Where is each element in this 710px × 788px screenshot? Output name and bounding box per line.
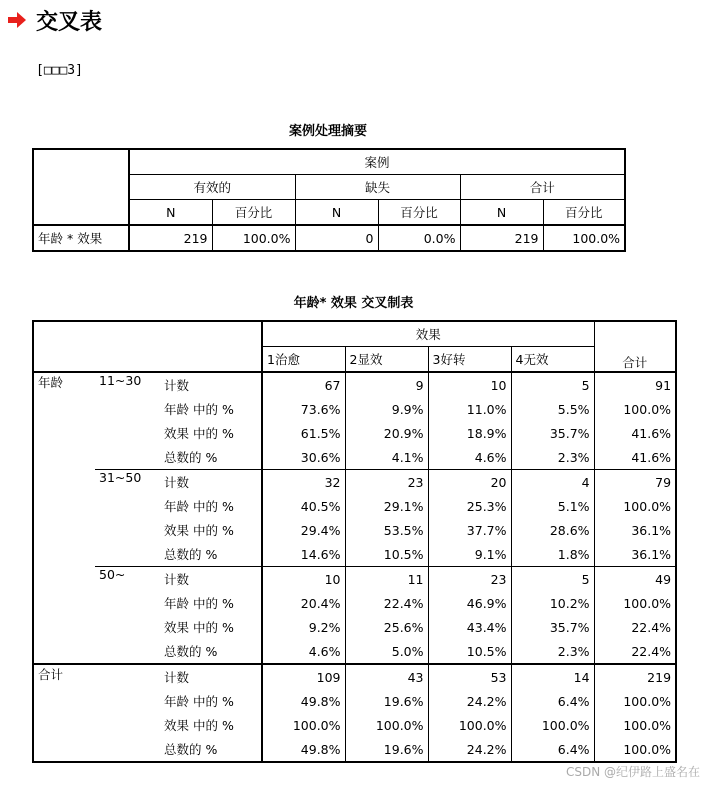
page-title: 交叉表 <box>36 8 103 35</box>
col-header-valid: 有效的 <box>129 175 295 200</box>
data-cell: 73.6% <box>262 397 345 421</box>
data-cell: 23 <box>428 567 511 592</box>
row-variable-label: 年龄 <box>33 372 95 664</box>
stat-label: 总数的 % <box>160 542 262 567</box>
summary-group-header: 案例 <box>129 149 625 175</box>
data-cell: 53 <box>428 664 511 689</box>
dataset-label: [□□□3] <box>36 63 83 78</box>
total-col-header: 合计 <box>594 321 676 372</box>
data-cell: 37.7% <box>428 518 511 542</box>
age-group-label: 11~30 <box>95 372 160 470</box>
data-cell: 35.7% <box>511 421 594 445</box>
data-cell: 91 <box>655 377 672 393</box>
corner-cell <box>33 149 129 225</box>
stat-label: 年龄 中的 % <box>160 494 262 518</box>
table-row <box>33 372 676 397</box>
crosstab-table <box>32 320 677 763</box>
age-group-label: 50~ <box>95 567 160 665</box>
total-row-label: 合计 <box>38 667 64 682</box>
data-cell: 5.5% <box>511 397 594 421</box>
table-row <box>33 567 676 592</box>
data-cell: 100.0% <box>511 713 594 737</box>
data-cell: 36.1% <box>594 542 676 567</box>
stat-label: 计数 <box>160 567 262 592</box>
data-cell: 29.4% <box>262 518 345 542</box>
data-cell: 1.8% <box>511 542 594 567</box>
col-header-none: 4无效 <box>511 347 594 373</box>
stat-label: 效果 中的 % <box>160 518 262 542</box>
data-cell: 2.3% <box>511 445 594 470</box>
data-cell: 5.0% <box>345 639 428 664</box>
data-cell: 25.3% <box>428 494 511 518</box>
data-cell: 5.1% <box>511 494 594 518</box>
subheader-n: N <box>129 200 212 226</box>
data-cell: 43.4% <box>428 615 511 639</box>
data-cell: 100.0% <box>262 713 345 737</box>
stat-label: 年龄 中的 % <box>160 689 262 713</box>
col-group-header: 效果 <box>262 321 594 347</box>
data-cell: 20.4% <box>262 591 345 615</box>
data-cell: 11.0% <box>428 397 511 421</box>
data-cell: 4.1% <box>345 445 428 470</box>
data-cell: 35.7% <box>511 615 594 639</box>
stat-label: 年龄 中的 % <box>160 397 262 421</box>
data-cell: 2.3% <box>511 639 594 664</box>
data-cell: 10.5% <box>345 542 428 567</box>
summary-cell: 100.0% <box>212 225 295 251</box>
summary-cell: 219 <box>460 225 543 251</box>
table-row <box>33 664 676 689</box>
data-cell: 10.5% <box>428 639 511 664</box>
subheader-percent: 百分比 <box>378 200 460 226</box>
data-cell: 4.6% <box>262 639 345 664</box>
subheader-percent: 百分比 <box>565 205 603 220</box>
subheader-percent: 百分比 <box>212 200 295 226</box>
stat-label: 效果 中的 % <box>160 421 262 445</box>
summary-cell: 100.0% <box>572 230 621 246</box>
data-cell: 10 <box>428 372 511 397</box>
data-cell: 41.6% <box>631 425 672 441</box>
subheader-n: N <box>295 200 378 226</box>
data-cell: 100.0% <box>623 498 672 514</box>
data-cell: 49 <box>655 571 672 587</box>
data-cell: 19.6% <box>345 737 428 762</box>
data-cell: 14.6% <box>262 542 345 567</box>
data-cell: 67 <box>262 372 345 397</box>
data-cell: 40.5% <box>262 494 345 518</box>
col-header-marked: 2显效 <box>345 347 428 373</box>
data-cell: 36.1% <box>631 522 672 538</box>
data-cell: 18.9% <box>428 421 511 445</box>
stat-label: 计数 <box>160 664 262 689</box>
data-cell: 32 <box>262 470 345 495</box>
data-cell: 5 <box>511 567 594 592</box>
data-cell: 24.2% <box>428 737 511 762</box>
section-heading <box>8 6 102 34</box>
data-cell: 53.5% <box>345 518 428 542</box>
corner-cell <box>33 321 262 372</box>
crosstab-title: 年龄* 效果 交叉制表 <box>293 296 414 311</box>
data-cell: 41.6% <box>594 445 676 470</box>
summary-cell: 0 <box>295 225 378 251</box>
data-cell: 100.0% <box>623 693 672 709</box>
data-cell: 4.6% <box>428 445 511 470</box>
data-cell: 29.1% <box>345 494 428 518</box>
stat-label: 效果 中的 % <box>160 713 262 737</box>
data-cell: 6.4% <box>511 689 594 713</box>
data-cell: 100.0% <box>623 401 672 417</box>
data-cell: 9.9% <box>345 397 428 421</box>
data-cell: 49.8% <box>262 689 345 713</box>
data-cell: 10.2% <box>511 591 594 615</box>
data-cell: 25.6% <box>345 615 428 639</box>
stat-label: 总数的 % <box>160 737 262 762</box>
data-cell: 22.4% <box>631 619 672 635</box>
stat-label: 总数的 % <box>160 639 262 664</box>
data-cell: 9.2% <box>262 615 345 639</box>
data-cell: 219 <box>647 669 672 685</box>
data-cell: 100.0% <box>623 741 672 757</box>
data-cell: 5 <box>511 372 594 397</box>
data-cell: 14 <box>511 664 594 689</box>
data-cell: 20 <box>428 470 511 495</box>
data-cell: 109 <box>262 664 345 689</box>
summary-cell: 0.0% <box>378 225 460 251</box>
data-cell: 100.0% <box>623 717 672 733</box>
data-cell: 19.6% <box>345 689 428 713</box>
data-cell: 28.6% <box>511 518 594 542</box>
data-cell: 100.0% <box>623 595 672 611</box>
col-header-improved: 3好转 <box>428 347 511 373</box>
data-cell: 10 <box>262 567 345 592</box>
case-summary-table <box>32 148 626 252</box>
table-row <box>33 470 676 495</box>
data-cell: 11 <box>345 567 428 592</box>
data-cell: 100.0% <box>345 713 428 737</box>
stat-label: 效果 中的 % <box>160 615 262 639</box>
data-cell: 46.9% <box>428 591 511 615</box>
data-cell: 79 <box>655 474 672 490</box>
summary-title: 案例处理摘要 <box>288 124 367 139</box>
stat-label: 年龄 中的 % <box>160 591 262 615</box>
data-cell: 22.4% <box>345 591 428 615</box>
data-cell: 43 <box>345 664 428 689</box>
stat-label: 计数 <box>160 470 262 495</box>
data-cell: 30.6% <box>262 445 345 470</box>
data-cell: 4 <box>511 470 594 495</box>
data-cell: 100.0% <box>428 713 511 737</box>
data-cell: 9.1% <box>428 542 511 567</box>
col-header-cure: 1治愈 <box>262 347 345 373</box>
data-cell: 49.8% <box>262 737 345 762</box>
data-cell: 24.2% <box>428 689 511 713</box>
data-cell: 20.9% <box>345 421 428 445</box>
subheader-n: N <box>460 200 543 226</box>
age-group-label: 31~50 <box>95 470 160 567</box>
data-cell: 22.4% <box>594 639 676 664</box>
data-cell: 6.4% <box>511 737 594 762</box>
watermark: CSDN @纪伊路上盛名在 <box>565 765 700 779</box>
data-cell: 9 <box>345 372 428 397</box>
col-header-missing: 缺失 <box>295 175 460 200</box>
col-header-total: 合计 <box>460 175 625 200</box>
summary-row-label: 年龄 * 效果 <box>33 225 129 251</box>
data-cell: 61.5% <box>262 421 345 445</box>
stat-label: 计数 <box>160 372 262 397</box>
data-cell: 23 <box>345 470 428 495</box>
arrow-right-icon <box>8 12 26 28</box>
summary-cell: 219 <box>129 225 212 251</box>
stat-label: 总数的 % <box>160 445 262 470</box>
